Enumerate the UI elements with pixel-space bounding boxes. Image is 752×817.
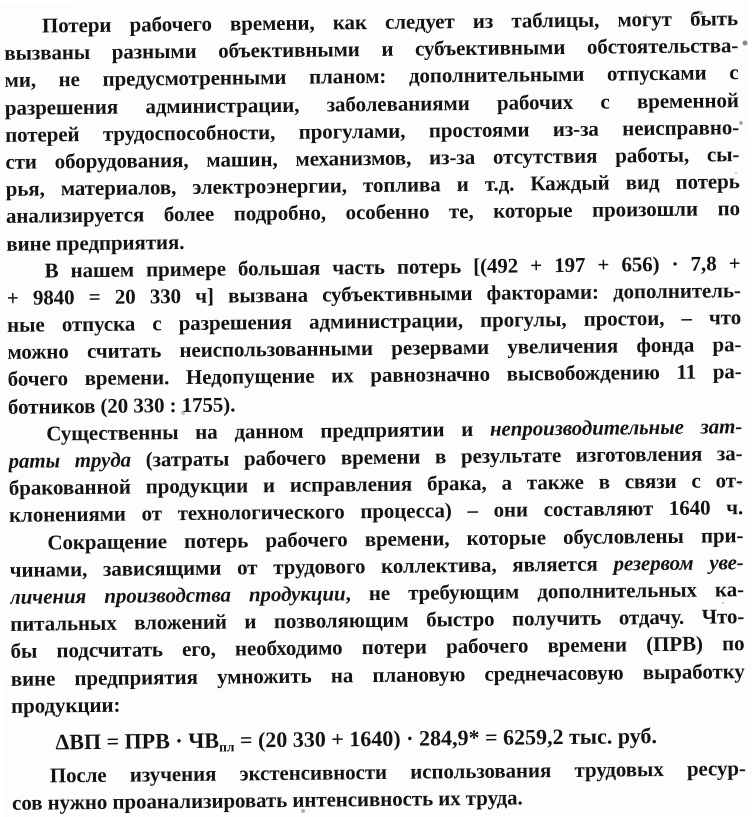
text-segment: сти оборудования, машин, механизмов, из-за отсутствия работы, сы- xyxy=(5,142,740,174)
text-segment: рья, материалов, электроэнергии, топлива и т.д. Каждый вид потерь xyxy=(5,169,740,201)
text-segment: разрешения администрации, заболеваниями рабочих с временной xyxy=(4,87,739,120)
text-segment: Потери рабочего времени, как следует из таблицы, могут быть xyxy=(41,6,739,38)
text-segment: бы подсчитать его, необходимо потери рабочего времени (ПРВ) по xyxy=(10,631,745,664)
text-segment: вызваны разными объективными и субъективными обстоятельства- xyxy=(4,33,739,66)
text-segment: (затраты рабочего времени в результате изготовления за- xyxy=(145,441,743,472)
text-segment: Существенны на данном предприятии и xyxy=(46,416,491,446)
text-segment: непроизводительные зат- xyxy=(489,413,743,441)
document-page xyxy=(4,5,746,817)
text-segment: чинами, зависящими от трудового коллектива, является xyxy=(9,551,614,582)
formula-line xyxy=(55,721,745,755)
formula-subscript: пл xyxy=(218,739,235,755)
text-segment: , не требующим дополнительных ка- xyxy=(345,577,745,606)
text-segment: можно считать неиспользованными резервами увеличения фонда ра- xyxy=(7,332,742,365)
text-segment: + 9840 = 20 330 ч] вызвана субъективными факторами: дополнитель- xyxy=(6,278,741,310)
text-segment: вине предприятия. xyxy=(6,229,185,256)
scan-noise-specks xyxy=(0,0,2,2)
text-segment: В нашем примере большая часть потерь [(492 + 197 + 656) · 7,8 + xyxy=(44,250,741,283)
text-segment: вине предприятия умножить на плановую среднечасовую выработку xyxy=(10,658,745,691)
text-segment: раты труда xyxy=(8,447,146,473)
text-segment: = (20 330 + 1640) · 284,9* = 6259,2 тыс. руб. xyxy=(234,722,658,753)
text-segment: потерей трудоспособности, прогулами, простоями из-за неисправно- xyxy=(4,114,740,147)
text-segment: Сокращение потерь рабочего времени, которые обусловлены при- xyxy=(47,522,744,555)
text-segment: ные отпуска с разрешения администрации, прогулы, простои, – что xyxy=(6,305,742,337)
text-segment: клонениями от технологического процесса) – они составляют 1640 ч. xyxy=(8,495,744,528)
text-segment: После изучения экстенсивности использования трудовых ресур- xyxy=(49,756,746,788)
text-segment: ΔВП = ПРВ · ЧВ xyxy=(55,727,220,755)
text-segment: бочего времени. Недопущение их равнозначно высвобождению 11 ра- xyxy=(7,359,742,392)
text-segment: анализируется более подробно, особенно те, которые произошли по xyxy=(5,196,741,229)
text-segment: сов нужно проанализировать интенсивность их труда. xyxy=(11,785,523,816)
text-segment: питальных вложений и позволяющим быстро получить отдачу. Что- xyxy=(10,604,745,636)
text-segment: продукции: xyxy=(10,692,121,718)
text-segment: бракованной продукции и исправления брака, а также в связи с от- xyxy=(8,468,743,501)
text-segment: резервом уве- xyxy=(613,549,744,576)
text-segment: ми, не предусмотренными планом: дополнительными отпусками с xyxy=(4,60,739,93)
text-segment: ботников (20 330 : 1755). xyxy=(7,392,236,419)
text-segment: личения производства продукции xyxy=(9,581,346,609)
